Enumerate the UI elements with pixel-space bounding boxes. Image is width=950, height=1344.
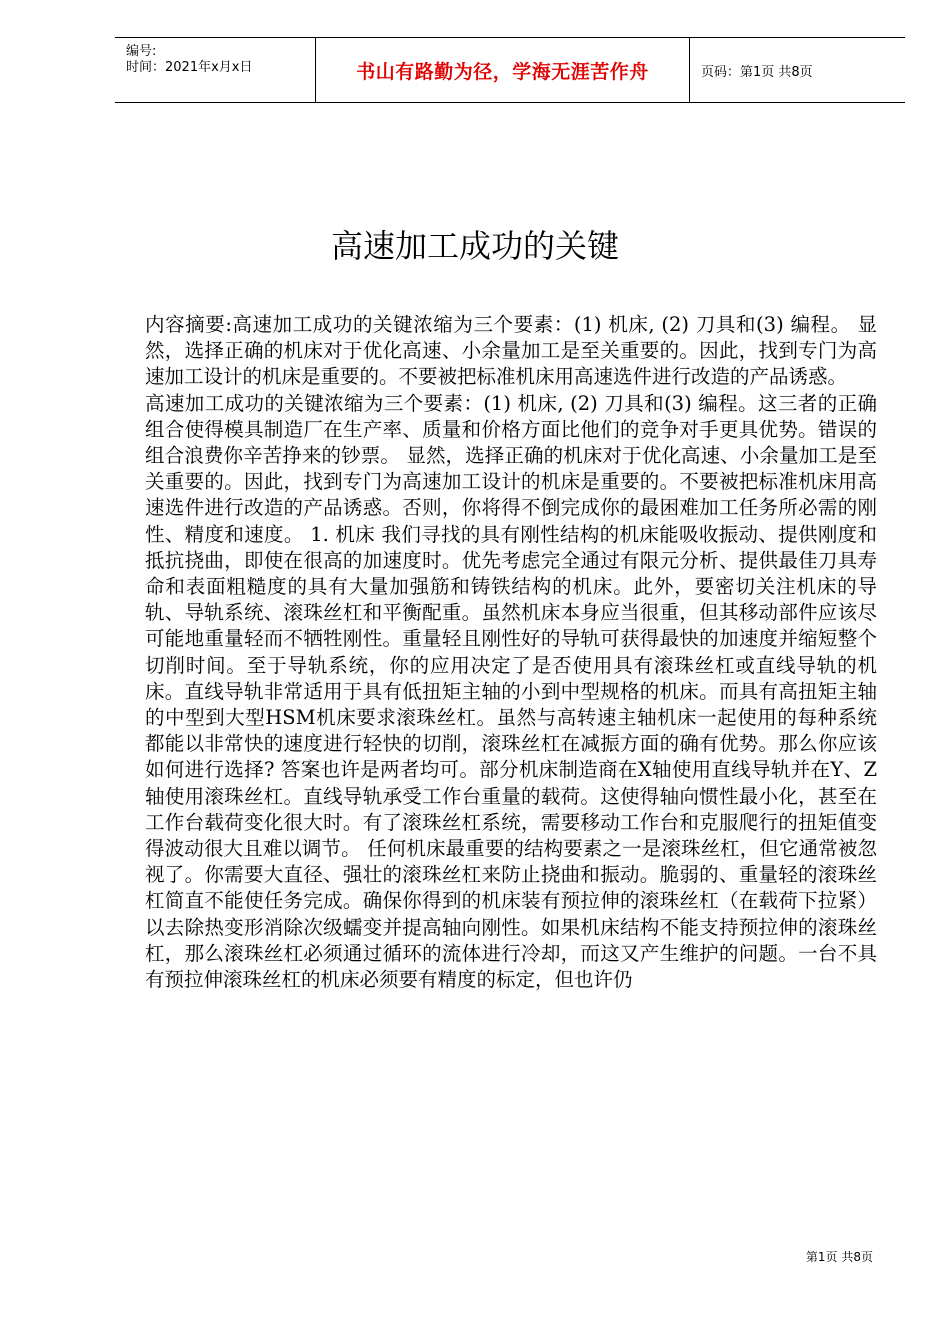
header-page-cell	[690, 38, 905, 102]
header-table	[115, 37, 905, 103]
body-paragraph: 高速加工成功的关键浓缩为三个要素：(1) 机床, (2) 刀具和(3) 编程。这三者的正确组合使得模具制造厂在生产率、质量和价格方面比他们的竞争对手更具优势。错误的组合浪费你辛苦挣来的钞票。 显然，选择正确的机床对于优化高速、小余量加工是至关重要的。因此，找到专门为高速加工设计的机床是重要的。不要被把标准机床用高速选件进行改造的产品诱惑。否则，你将得不倒完成你的最困难加工任务所必需的刚性、精度和速度。 1. 机床 我们寻找的具有刚性结构的机床能吸收振动、提供刚度和抵抗挠曲，即使在很高的加速度时。优先考虑完全通过有限元分析、提供最佳刀具寿命和表面粗糙度的具有大量加强筋和铸铁结构的机床。此外，要密切关注机床的导轨、导轨系统、滚珠丝杠和平衡配重。虽然机床本身应当很重，但其移动部件应该尽可能地重量轻而不牺牲刚性。重量轻且刚性好的导轨可获得最快的加速度并缩短整个切削时间。至于导轨系统，你的应用决定了是否使用具有滚珠丝杠或直线导轨的机床。直线导轨非常适用于具有低扭矩主轴的小到中型规格的机床。而具有高扭矩主轴的中型到大型HSM机床要求滚珠丝杠。虽然与高转速主轴机床一起使用的每种系统都能以非常快的速度进行轻快的切削，滚珠丝杠在减振方面的确有优势。那么你应该如何进行选择? 答案也许是两者均可。部分机床制造商在X轴使用直线导轨并在Y、Z轴使用滚珠丝杠。直线导轨承受工作台重量的载荷。这使得轴向惯性最小化，甚至在工作台载荷变化很大时。有了滚珠丝杠系统，需要移动工作台和克服爬行的扭矩值变得波动很大且难以调节。 任何机床最重要的结构要素之一是滚珠丝杠，但它通常被忽视了。你需要大直径、强壮的滚珠丝杠来防止挠曲和振动。脆弱的、重量轻的滚珠丝杠简直不能使任务完成。确保你得到的机床装有预拉伸的滚珠丝杠（在载荷下拉紧）以去除热变形消除次级蠕变并提高轴向刚性。如果机床结构不能支持预拉伸的滚珠丝杠，那么滚珠丝杠必须通过循环的流体进行冷却，而这又产生维护的问题。一台不具有预拉伸滚珠丝杠的机床必须要有精度的标定，但也许仍	[145, 391, 877, 992]
page-info: 页码：第1页 共8页	[701, 64, 813, 80]
time-label: 时间：2021年x月x日	[126, 60, 253, 75]
motto-text: 书山有路勤为径，学海无涯苦作舟	[356, 60, 649, 83]
number-label: 编号:	[126, 44, 157, 59]
document-body	[145, 312, 877, 993]
page-footer: 第1页 共8页	[805, 1250, 873, 1264]
document-title: 高速加工成功的关键	[330, 227, 619, 265]
header-motto-cell	[316, 38, 690, 102]
abstract-paragraph: 内容摘要:高速加工成功的关键浓缩为三个要素：(1) 机床, (2) 刀具和(3) 编程。 显然，选择正确的机床对于优化高速、小余量加工是至关重要的。因此，找到专门为高速加工设计的机床是重要的。不要被把标准机床用高速选件进行改造的产品诱惑。	[145, 313, 877, 389]
header-meta-cell	[115, 38, 316, 102]
